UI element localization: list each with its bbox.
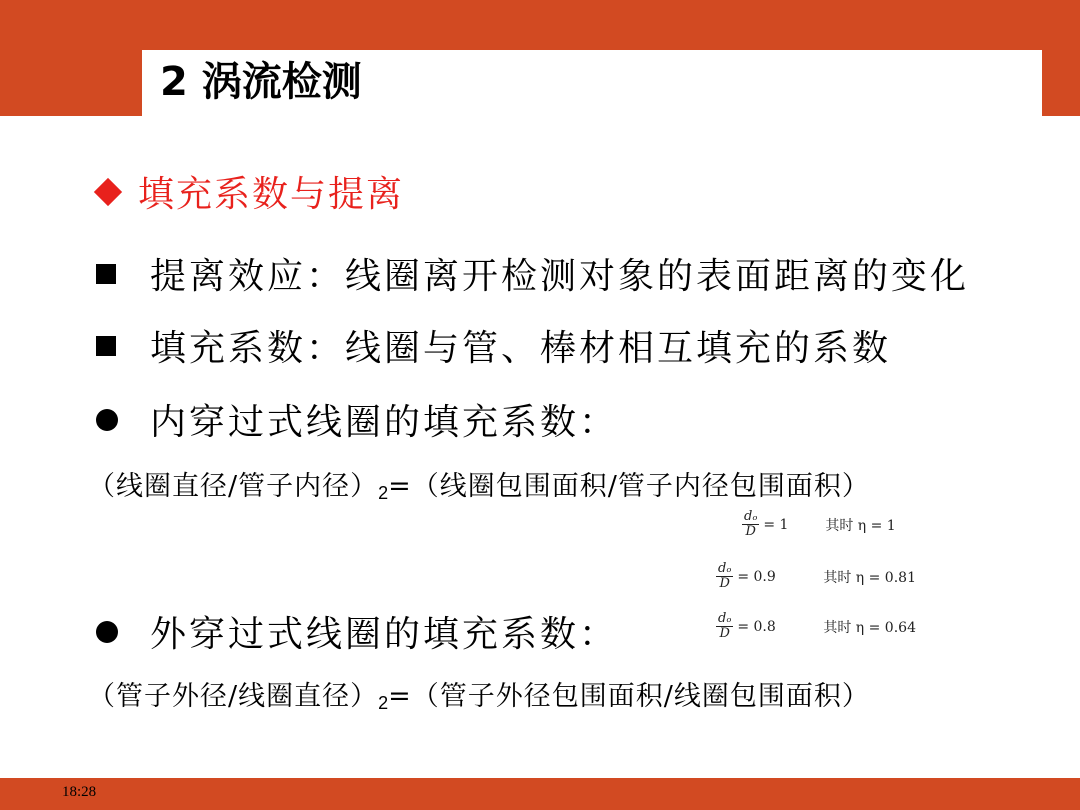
- bullet-text: 内穿过式线圈的填充系数：: [150, 402, 619, 443]
- bullet-inner-coil: [92, 394, 618, 445]
- formula-inner: [88, 464, 870, 504]
- formula-exponent: 2: [378, 693, 389, 713]
- footer-bar: [0, 778, 1080, 810]
- formula-left: （管子外径/线圈直径）: [88, 681, 379, 712]
- example-3: [716, 612, 916, 641]
- bullet-text: 提离效应：线圈离开检测对象的表面距离的变化: [150, 256, 970, 297]
- formula-outer: [88, 674, 870, 714]
- example-label: 其时 η = 1: [825, 517, 896, 534]
- bullet-fill-factor: [92, 320, 891, 371]
- fraction: $\frac{\text{dₒ}}{D}$: [718, 561, 732, 591]
- square-bullet-icon: [96, 264, 116, 284]
- dot-bullet-icon: [96, 409, 118, 431]
- example-label: 其时 η = 0.81: [823, 569, 916, 586]
- fraction: $\frac{\text{dₒ}}{D}$: [744, 509, 758, 539]
- example-2: [716, 562, 916, 591]
- formula-right: =（线圈包围面积/管子内径包围面积）: [388, 471, 870, 502]
- section-heading: [92, 166, 404, 217]
- square-bullet-icon: [96, 336, 116, 356]
- formula-right: =（管子外径包围面积/线圈包围面积）: [388, 681, 870, 712]
- heading-text: 填充系数与提离: [138, 174, 405, 215]
- example-1: [742, 510, 896, 539]
- diamond-bullet-icon: [94, 177, 122, 205]
- example-value: = 0.9: [737, 568, 776, 585]
- bullet-text: 外穿过式线圈的填充系数：: [150, 614, 619, 655]
- formula-exponent: 2: [378, 483, 389, 503]
- bullet-text: 填充系数：线圈与管、棒材相互填充的系数: [150, 328, 892, 369]
- bullet-outer-coil: [92, 606, 618, 657]
- slide-title: 2 涡流检测: [160, 59, 362, 105]
- example-label: 其时 η = 0.64: [823, 619, 916, 636]
- example-value: = 0.8: [737, 618, 776, 635]
- dot-bullet-icon: [96, 621, 118, 643]
- example-value: = 1: [763, 516, 789, 533]
- formula-left: （线圈直径/管子内径）: [88, 471, 379, 502]
- footer-time: 18:28: [62, 784, 97, 800]
- fraction: $\frac{\text{dₒ}}{D}$: [718, 611, 732, 641]
- bullet-lift-off: [92, 248, 969, 299]
